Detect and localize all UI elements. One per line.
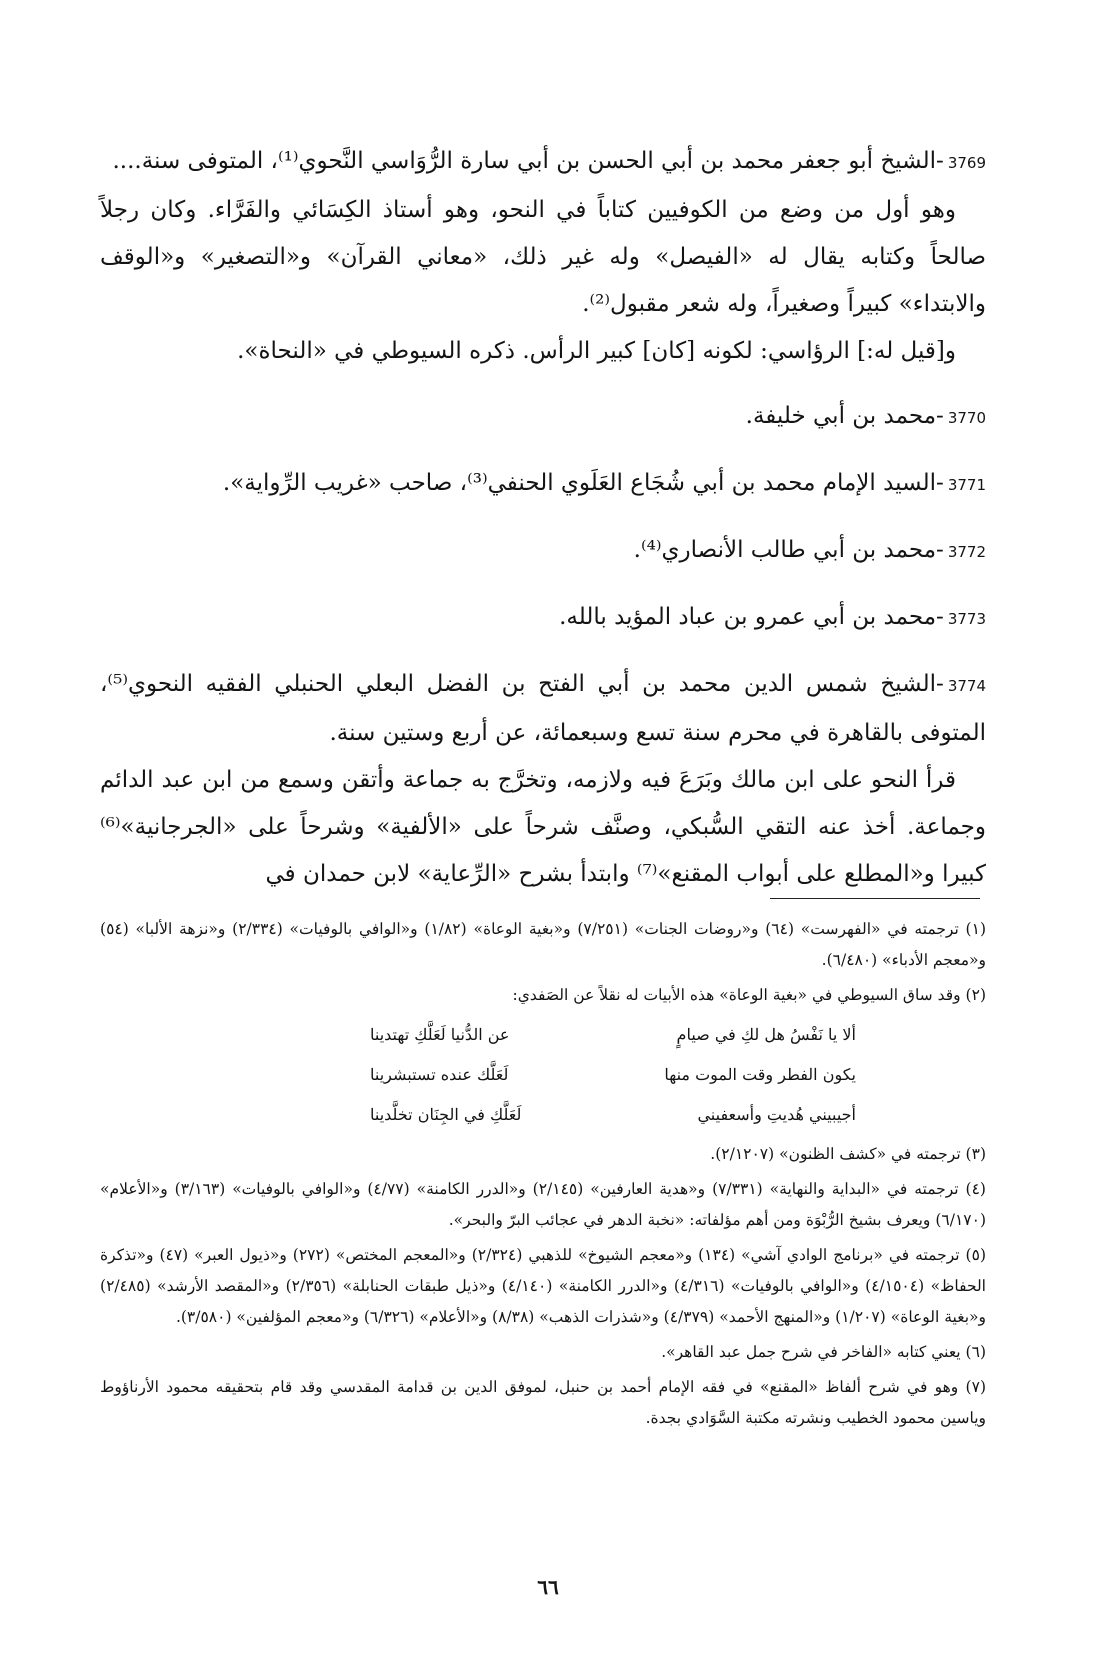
entry-text: -محمد بن أبي عمرو بن عباد المؤيد بالله. xyxy=(559,604,944,630)
entry-number: 3774 xyxy=(947,677,986,695)
footnote-2: (٢) وقد ساق السيوطي في «بغية الوعاة» هذه الأبيات له نقلاً عن الصَفدي: xyxy=(512,986,986,1004)
footnote-3: (٣) ترجمته في «كشف الظنون» (٢/١٢٠٧). xyxy=(710,1145,986,1163)
entry-text: -السيد الإمام محمد بن أبي شُجَاع العَلَوي الحنفي⁽³⁾، صاحب «غريب الرِّواية». xyxy=(222,470,944,496)
hemistich-first: يكون الفطر وقت الموت منها xyxy=(664,1065,856,1084)
page-number: ٦٦ xyxy=(537,1575,559,1599)
poem-verse xyxy=(370,1015,856,1055)
entry-paragraph: قرأ النحو على ابن مالك وبَرَعَ فيه ولازمه، وتخرَّج به جماعة وأتقن وسمع من ابن عبد الدائم وجماعة. أخذ عنه التقي السُّبكي، وصنَّف شرحاً على «الألفية» وشرحاً على «الجرجانية»⁽⁶⁾ كبيرا و«المطلع على أبواب المقنع»⁽⁷⁾ وابتدأ بشرح «الرِّعاية» لابن حمدان في xyxy=(100,767,986,887)
entry-3774 xyxy=(100,661,986,898)
hemistich-second: لَعَلَّكِ في الجِنَان تخلَّدينا xyxy=(370,1105,522,1124)
hemistich-first: أجيبيني هُديتِ وأسعفيني xyxy=(697,1105,856,1124)
entry-paragraph: وهو أول من وضع من الكوفيين كتاباً في النحو، وهو أستاذ الكِسَائي والفَرَّاء. وكان رجلاً صالحاً وكتابه يقال له «الفيصل» وله غير ذلك، «معاني القرآن» و«التصغير» و«الوقف والابتداء» كبيراً وصغيراً، وله شعر مقبول⁽²⁾. xyxy=(100,197,986,317)
entry-3770 xyxy=(100,393,986,442)
poem-verse xyxy=(370,1095,856,1135)
entry-text: -محمد بن أبي طالب الأنصاري⁽⁴⁾. xyxy=(633,537,944,563)
entry-3769 xyxy=(100,138,986,375)
entry-3772 xyxy=(100,527,986,576)
footnote-1: (١) ترجمته في «الفهرست» (٦٤) و«روضات الجنات» (٧/٢٥١) و«بغية الوعاة» (١/٨٢) و«الوافي بالوفيات» (٢/٣٣٤) و«نزهة الألبا» (٥٤) و«معجم الأدباء» (٦/٤٨٠). xyxy=(100,920,986,969)
footnote-separator xyxy=(770,898,980,899)
entry-3771 xyxy=(100,460,986,509)
entry-text: -الشيخ أبو جعفر محمد بن أبي الحسن بن أبي سارة الرُّوَاسي النَّحوي⁽¹⁾، المتوفى سنة.... xyxy=(112,148,944,174)
footnote-4: (٤) ترجمته في «البداية والنهاية» (٧/٣٣١) و«هدية العارفين» (٢/١٤٥) و«الدرر الكامنة» (٤/٧٧) و«الوافي بالوفيات» (٣/١٦٣) و«الأعلام» (٦/١٧٠) ويعرف بشيخ الرُّبْوَة ومن أهم مؤلفاته: «نخبة الدهر في عجائب البرّ والبحر». xyxy=(100,1180,986,1229)
hemistich-first: ألا يا نَفْسُ هل لكِ في صيامٍ xyxy=(676,1025,856,1044)
entry-paragraph: و[قيل له:] الرؤاسي: لكونه [كان] كبير الرأس. ذكره السيوطي في «النحاة». xyxy=(237,338,956,364)
entry-number: 3773 xyxy=(947,610,986,628)
hemistich-second: عن الدُّنيا لَعَلَّكِ تهتدينا xyxy=(370,1025,510,1044)
entry-number: 3770 xyxy=(947,409,986,427)
main-text xyxy=(100,138,986,898)
entry-number: 3772 xyxy=(947,543,986,561)
entry-text: -محمد بن أبي خليفة. xyxy=(745,403,944,429)
footnote-7: (٧) وهو في شرح ألفاظ «المقنع» في فقه الإمام أحمد بن حنبل، لموفق الدين بن قدامة المقدسي وقد قام بتحقيقه محمود الأرناؤوط وياسين محمود الخطيب ونشرته مكتبة السَّوَادي بجدة. xyxy=(100,1378,986,1427)
footnote-5: (٥) ترجمته في «برنامج الوادي آشي» (١٣٤) و«معجم الشيوخ» للذهبي (٢/٣٢٤) و«المعجم المختص» (٢٧٢) و«ذيول العبر» (٤٧) و«تذكرة الحفاظ» (٤/١٥٠٤) و«الوافي بالوفيات» (٤/٣١٦) و«الدرر الكامنة» (٤/١٤٠) و«ذيل طبقات الحنابلة» (٢/٣٥٦) و«المقصد الأرشد» (٢/٤٨٥) و«بغية الوعاة» (١/٢٠٧) و«المنهج الأحمد» (٤/٣٧٩) و«شذرات الذهب» (٨/٣٨) و«الأعلام» (٦/٣٢٦) و«معجم المؤلفين» (٣/٥٨٠). xyxy=(100,1246,986,1326)
entry-number: 3771 xyxy=(947,476,986,494)
poem xyxy=(370,1015,856,1135)
entry-3773 xyxy=(100,594,986,643)
footnotes xyxy=(100,914,986,1438)
hemistich-second: لَعَلَّك عنده تستبشرينا xyxy=(370,1065,509,1084)
poem-verse xyxy=(370,1055,856,1095)
entry-text: -الشيخ شمس الدين محمد بن أبي الفتح بن الفضل البعلي الحنبلي الفقيه النحوي⁽⁵⁾، المتوفى بالقاهرة في محرم سنة تسع وسبعمائة، عن أربع وستين سنة. xyxy=(100,671,986,746)
footnote-6: (٦) يعني كتابه «الفاخر في شرح جمل عبد القاهر». xyxy=(661,1343,986,1361)
entry-number: 3769 xyxy=(947,154,986,172)
